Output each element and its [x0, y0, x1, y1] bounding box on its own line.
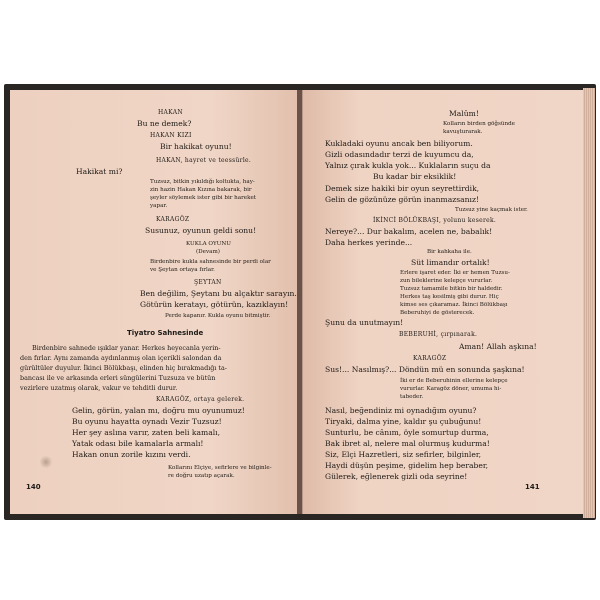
stage-direction: şeyler söylemek ister gibi bir hareket	[150, 195, 257, 201]
page-edges	[583, 88, 595, 518]
dialogue-line: Nereye?... Dur bakalım, acelen ne, babalık!	[325, 227, 493, 236]
dialogue-line: Ben değilim, Şeytanı bu alçaktır sarayın.	[140, 289, 297, 298]
stage-direction: Kolların birden göğsünde	[443, 121, 515, 127]
stage-direction: Birdenbire kukla sahnesinde bir perdi olar	[150, 259, 271, 265]
dialogue-line: Bu ne demek?	[137, 119, 192, 128]
stage-direction: Beberuhiyi de gösterecek.	[400, 310, 475, 316]
dialogue-line: Susunuz, oyunun geldi sonu!	[145, 226, 257, 235]
dialogue-line: Sunturlu, be cânım, öyle somurtup durma,	[325, 428, 489, 437]
stage-direction: zun bileklerine kelepçe vururlar.	[400, 278, 493, 284]
stage-direction: tabeder.	[400, 394, 424, 400]
dialogue-line: Nasıl, beğendiniz mi oynadığım oyunu?	[325, 406, 477, 415]
dialogue-line: Demek size hakiki bir oyun seyrettirdik,	[325, 184, 480, 193]
speaker: KARAGÖZ	[156, 216, 190, 223]
dialogue-line: Sus!... Nasılmış?... Döndün mü en sonunda şaşkına!	[325, 365, 525, 374]
stage-direction: Tuzsuz tamamile bitkin bir haldedir.	[400, 286, 503, 292]
dialogue-line: Her şey aslına varır, zaten beli kamalı,	[72, 428, 220, 437]
stage-direction: re doğru uzatıp açarak.	[168, 473, 235, 479]
dialogue-line: Gelin, görün, yalan mı, doğru mu oyunumuz!	[72, 406, 245, 415]
scene-heading: Tiyatro Sahnesinde	[127, 329, 204, 337]
dialogue-line: Gülerek, eğlenerek gizli oda seyrine!	[325, 472, 468, 481]
dialogue-line: Yatak odası bile kamalarla armalı!	[72, 439, 204, 448]
speaker: KARAGÖZ	[413, 355, 447, 362]
speaker: KARAGÖZ, ortaya gelerek.	[156, 396, 245, 403]
dialogue-line: Yalnız çırak kukla yok... Kuklaların suçu da	[325, 161, 491, 170]
prose-line: bancası ile ve arkasında erleri süngülerini Tuzsuza ve bütün	[20, 374, 216, 382]
stage-direction: vururlar. Karagöz döner, umuma hi-	[400, 386, 502, 392]
section-heading: KUKLA OYUNU	[186, 241, 232, 247]
stage-direction: zin hazin Hakan Kızına bakarak, bir	[150, 187, 252, 193]
dialogue-line: Malûm!	[449, 109, 479, 118]
dialogue-line: Götürün keratayı, götürün, kazıklayın!	[140, 300, 289, 309]
dialogue-line: Gelin de gözünüze görün inanmazsanız!	[325, 195, 480, 204]
stage-direction: kavuşturarak.	[443, 129, 483, 135]
speaker: ŞEYTAN	[194, 279, 222, 286]
page-number: 141	[525, 483, 540, 491]
dialogue-line: Kukladaki oyunu ancak ben biliyorum.	[325, 139, 473, 148]
prose-line: gürültüler duyulur. İkinci Bölükbaşı, elinden hiç bırakmadığı ta-	[20, 364, 227, 372]
dialogue-line: Tiryaki, dalma yine, kaldır şu çubuğunu!	[325, 417, 482, 426]
section-subheading: (Devam)	[196, 249, 220, 255]
left-page	[10, 90, 298, 514]
stage-direction: ve Şeytan ortaya fırlar.	[150, 267, 215, 273]
speaker: BEBERUHİ, çırpınarak.	[399, 331, 478, 338]
stage-direction: Tuzsuz, bitkin yıkıldığı koltukta, hay-	[150, 179, 255, 185]
dialogue-line: Bu kadar bir eksiklik!	[373, 172, 457, 181]
page-number: 140	[26, 483, 41, 491]
speaker: HAKAN	[158, 109, 183, 116]
dialogue-line: Hakikat mi?	[76, 167, 123, 176]
speaker: HAKAN KIZI	[150, 132, 192, 139]
prose-line: vezirlere uzatmış olarak, vakur ve tehditli durur.	[20, 384, 178, 392]
dialogue-line: Bu oyunu hayatta oynadı Vezir Tuzsuz!	[72, 417, 222, 426]
dialogue-line: Daha herkes yerinde...	[325, 238, 413, 247]
speaker: HAKAN, hayret ve teessürle.	[156, 157, 252, 164]
prose-line: den fırlar. Aynı zamanda aydınlanmış olan içerikli salondan da	[20, 354, 222, 362]
prose-line: Birdenbire sahnede ışıklar yanar. Herkes heyecanla yerin-	[32, 344, 221, 352]
dialogue-line: Süt limandır ortalık!	[411, 258, 490, 267]
stage-direction: İki er de Beberuhinin ellerine kelepçe	[400, 378, 508, 384]
stage-direction: Kollarını Elçiye, sefirlere ve bilginle-	[168, 465, 272, 471]
dialogue-line: Haydi düşün peşime, gidelim hep beraber,	[325, 461, 489, 470]
stage-direction: kimse ses çıkaramaz. İkinci Bölükbaşı	[400, 302, 508, 308]
stage-direction: yapar.	[150, 203, 168, 209]
dialogue-line: Şunu da unutmayın!	[325, 318, 404, 327]
speaker: İKİNCİ BÖLÜKBAŞI, yolunu keserek.	[373, 217, 497, 224]
stage-direction: Erlere işaret eder. İki er hemen Tuzsu-	[400, 270, 510, 276]
stage-direction: Bir kahkaha ile.	[427, 249, 472, 255]
stage-direction: Perde kapanır. Kukla oyunu bitmiştir.	[165, 313, 271, 319]
dialogue-line: Gizli odasındadır terzi de kuyumcu da,	[325, 150, 474, 159]
dialogue-line: Aman! Allah aşkına!	[459, 342, 537, 351]
ink-stain	[40, 455, 52, 469]
right-page	[302, 90, 583, 514]
dialogue-line: Hakan onun zorile kızını verdi.	[72, 450, 191, 459]
dialogue-line: Bak ibret al, nelere mal olurmuş kudurma!	[325, 439, 490, 448]
stage-direction: Tuzsuz yine kaçmak ister.	[455, 207, 528, 213]
dialogue-line: Bir hakikat oyunu!	[160, 142, 232, 151]
stage-direction: Herkes taş kesilmiş gibi durur. Hiç	[400, 294, 499, 300]
dialogue-line: Siz, Elçi Hazretleri, siz sefirler, bilginler,	[325, 450, 482, 459]
